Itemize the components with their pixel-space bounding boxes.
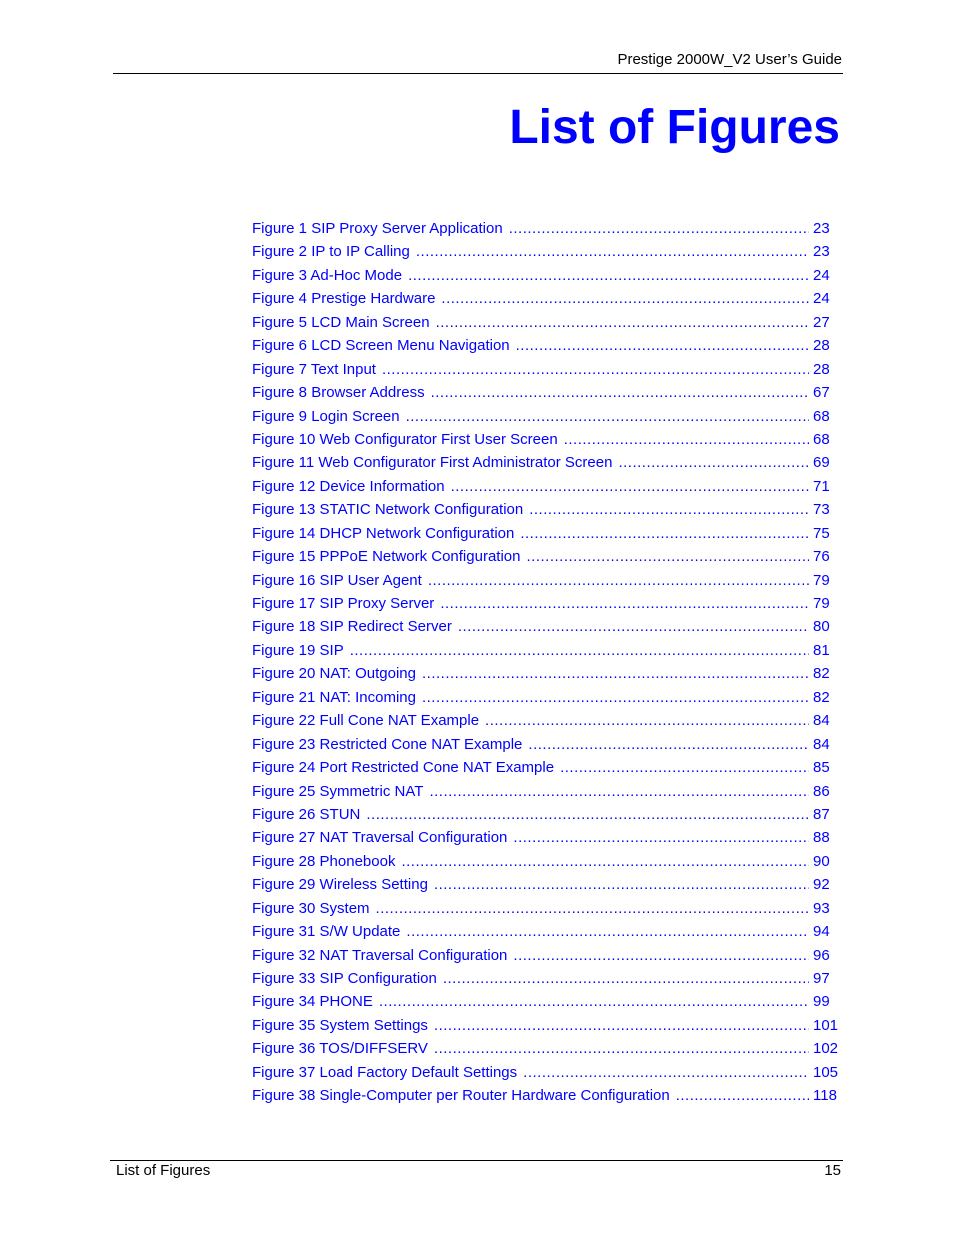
toc-entry-label: Figure 1 SIP Proxy Server Application	[252, 220, 503, 237]
toc-entry-link[interactable]	[252, 569, 842, 592]
toc-entry-link[interactable]	[252, 545, 842, 568]
toc-entry-label: Figure 31 S/W Update	[252, 923, 401, 941]
toc-entry-link[interactable]	[252, 217, 842, 240]
toc-entry-label: Figure 34 PHONE	[252, 993, 373, 1011]
toc-entry-page-number: 73	[813, 501, 830, 519]
toc-entry-page-number: 101	[813, 1016, 839, 1034]
toc-dot-leader	[429, 780, 809, 803]
toc-entry-link[interactable]	[252, 944, 842, 967]
toc-entry-link[interactable]	[252, 451, 842, 474]
toc-dot-leader	[523, 1061, 809, 1084]
toc-dot-leader	[509, 217, 809, 240]
toc-entry-label: Figure 14 DHCP Network Configuration	[252, 524, 515, 542]
toc-entry-page-number: 92	[813, 876, 830, 894]
toc-dot-leader	[516, 334, 809, 357]
toc-entry-page-number: 24	[813, 290, 830, 308]
toc-dot-leader	[564, 428, 809, 451]
toc-entry-label: Figure 29 Wireless Setting	[252, 876, 428, 894]
toc-entry-link[interactable]	[252, 311, 842, 334]
toc-entry-page-number: 82	[813, 665, 830, 683]
toc-entry-page-number: 68	[813, 430, 830, 448]
toc-entry-page-number: 79	[813, 571, 830, 589]
toc-entry-label: Figure 21 NAT: Incoming	[252, 688, 416, 706]
toc-dot-leader	[436, 311, 809, 334]
toc-entry-label: Figure 7 Text Input	[252, 360, 376, 378]
toc-entry-page-number: 86	[813, 782, 830, 800]
toc-entry-link[interactable]	[252, 1084, 842, 1107]
toc-entry-link[interactable]	[252, 1014, 842, 1037]
toc-entry-label: Figure 38 Single-Computer per Router Hardware Configuration	[252, 1087, 670, 1105]
toc-entry-label: Figure 10 Web Configurator First User Screen	[252, 430, 558, 448]
toc-dot-leader	[350, 639, 809, 662]
list-of-figures	[252, 217, 842, 1108]
toc-entry-label: Figure 4 Prestige Hardware	[252, 290, 436, 308]
toc-entry-label: Figure 17 SIP Proxy Server	[252, 595, 435, 612]
toc-dot-leader	[513, 944, 809, 967]
header-divider	[113, 73, 843, 74]
toc-dot-leader	[526, 545, 809, 568]
toc-entry-link[interactable]	[252, 475, 842, 498]
toc-entry-link[interactable]	[252, 897, 842, 920]
toc-entry-link[interactable]	[252, 615, 842, 638]
toc-dot-leader	[443, 967, 809, 990]
toc-entry-link[interactable]	[252, 498, 842, 521]
toc-entry-link[interactable]	[252, 850, 842, 873]
toc-entry-page-number: 94	[813, 923, 830, 941]
toc-entry-label: Figure 16 SIP User Agent	[252, 571, 422, 589]
toc-entry-link[interactable]	[252, 240, 842, 263]
toc-dot-leader	[408, 264, 809, 287]
toc-dot-leader	[528, 733, 809, 756]
toc-entry-page-number: 102	[813, 1040, 839, 1058]
toc-entry-page-number: 96	[813, 946, 830, 964]
toc-entry-label: Figure 12 Device Information	[252, 477, 445, 495]
toc-dot-leader	[485, 709, 809, 732]
toc-dot-leader	[676, 1084, 809, 1107]
toc-entry-label: Figure 24 Port Restricted Cone NAT Example	[252, 759, 555, 777]
toc-dot-leader	[434, 873, 809, 896]
toc-entry-page-number: 84	[813, 712, 830, 730]
toc-entry-page-number: 99	[813, 993, 830, 1011]
toc-entry-label: Figure 30 System	[252, 899, 370, 917]
toc-dot-leader	[406, 405, 809, 428]
toc-entry-link[interactable]	[252, 639, 842, 662]
toc-entry-page-number: 97	[813, 970, 830, 987]
toc-entry-page-number: 118	[813, 1087, 837, 1105]
toc-entry-label: Figure 35 System Settings	[252, 1016, 428, 1034]
toc-entry-label: Figure 32 NAT Traversal Configuration	[252, 946, 508, 964]
toc-dot-leader	[431, 381, 809, 404]
toc-entry-label: Figure 18 SIP Redirect Server	[252, 618, 452, 636]
toc-entry-label: Figure 6 LCD Screen Menu Navigation	[252, 337, 510, 355]
toc-entry-link[interactable]	[252, 1037, 842, 1060]
toc-entry-page-number: 68	[813, 407, 830, 425]
toc-entry-page-number: 76	[813, 548, 830, 566]
toc-dot-leader	[416, 240, 809, 263]
toc-entry-page-number: 90	[813, 852, 830, 870]
toc-entry-link[interactable]	[252, 381, 842, 404]
toc-entry-link[interactable]	[252, 358, 842, 381]
toc-dot-leader	[422, 662, 809, 685]
toc-dot-leader	[382, 358, 809, 381]
toc-entry-label: Figure 36 TOS/DIFFSERV	[252, 1040, 428, 1058]
toc-entry-page-number: 27	[813, 313, 830, 331]
toc-entry-link[interactable]	[252, 1061, 842, 1084]
toc-dot-leader	[422, 686, 809, 709]
toc-entry-label: Figure 23 Restricted Cone NAT Example	[252, 735, 523, 753]
toc-dot-leader	[406, 920, 809, 943]
toc-entry-page-number: 23	[813, 220, 830, 237]
toc-entry-label: Figure 9 Login Screen	[252, 407, 400, 425]
toc-dot-leader	[451, 475, 809, 498]
toc-dot-leader	[441, 287, 809, 310]
toc-dot-leader	[520, 522, 809, 545]
toc-entry-label: Figure 26 STUN	[252, 805, 361, 823]
toc-entry-link[interactable]	[252, 264, 842, 287]
toc-entry-page-number: 84	[813, 735, 830, 753]
toc-entry-label: Figure 28 Phonebook	[252, 852, 396, 870]
toc-entry-link[interactable]	[252, 967, 842, 990]
toc-entry-label: Figure 13 STATIC Network Configuration	[252, 501, 524, 519]
toc-entry-link[interactable]	[252, 662, 842, 685]
toc-dot-leader	[560, 756, 809, 779]
toc-entry-link[interactable]	[252, 405, 842, 428]
toc-entry-label: Figure 27 NAT Traversal Configuration	[252, 829, 508, 847]
toc-entry-link[interactable]	[252, 334, 842, 357]
toc-entry-link[interactable]	[252, 709, 842, 732]
toc-dot-leader	[376, 897, 809, 920]
toc-entry-page-number: 87	[813, 805, 830, 823]
toc-entry-page-number: 23	[813, 243, 830, 261]
footer-divider	[110, 1160, 843, 1161]
toc-entry-label: Figure 22 Full Cone NAT Example	[252, 712, 480, 730]
toc-entry-link[interactable]	[252, 686, 842, 709]
toc-dot-leader	[434, 1037, 809, 1060]
toc-entry-page-number: 75	[813, 524, 830, 542]
footer-page-number: 15	[824, 1162, 841, 1179]
toc-entry-link[interactable]	[252, 780, 842, 803]
toc-entry-link[interactable]	[252, 522, 842, 545]
toc-entry-page-number: 28	[813, 337, 830, 355]
toc-entry-link[interactable]	[252, 756, 842, 779]
toc-entry-page-number: 71	[813, 477, 830, 495]
toc-dot-leader	[366, 803, 809, 826]
toc-dot-leader	[618, 451, 809, 474]
toc-entry-page-number: 85	[813, 759, 830, 777]
toc-entry-page-number: 93	[813, 899, 830, 917]
toc-entry-label: Figure 5 LCD Main Screen	[252, 313, 430, 331]
toc-entry-link[interactable]	[252, 733, 842, 756]
toc-entry-label: Figure 11 Web Configurator First Administrator Screen	[252, 454, 613, 472]
toc-entry-label: Figure 19 SIP	[252, 641, 344, 659]
toc-dot-leader	[401, 850, 809, 873]
toc-dot-leader	[458, 615, 809, 638]
toc-entry-label: Figure 33 SIP Configuration	[252, 970, 437, 987]
toc-entry-label: Figure 3 Ad-Hoc Mode	[252, 266, 403, 284]
toc-dot-leader	[529, 498, 809, 521]
toc-entry-label: Figure 15 PPPoE Network Configuration	[252, 548, 521, 566]
toc-entry-link[interactable]	[252, 803, 842, 826]
toc-dot-leader	[434, 1014, 809, 1037]
toc-entry-page-number: 67	[813, 384, 830, 402]
toc-dot-leader	[428, 569, 809, 592]
page-title: List of Figures	[509, 101, 840, 154]
toc-entry-link[interactable]	[252, 826, 842, 849]
toc-entry-page-number: 79	[813, 595, 830, 612]
toc-entry-link[interactable]	[252, 990, 842, 1013]
toc-entry-page-number: 80	[813, 618, 830, 636]
toc-dot-leader	[513, 826, 809, 849]
toc-dot-leader	[440, 592, 809, 615]
toc-entry-page-number: 24	[813, 266, 830, 284]
toc-entry-page-number: 81	[813, 641, 830, 659]
toc-entry-link[interactable]	[252, 428, 842, 451]
toc-entry-link[interactable]	[252, 592, 842, 615]
toc-entry-page-number: 88	[813, 829, 830, 847]
toc-entry-label: Figure 20 NAT: Outgoing	[252, 665, 416, 683]
toc-entry-page-number: 69	[813, 454, 830, 472]
footer-section-name: List of Figures	[116, 1162, 211, 1179]
toc-entry-label: Figure 25 Symmetric NAT	[252, 782, 424, 800]
toc-entry-page-number: 82	[813, 688, 830, 706]
toc-entry-page-number: 105	[813, 1063, 839, 1081]
toc-entry-link[interactable]	[252, 873, 842, 896]
toc-entry-link[interactable]	[252, 920, 842, 943]
toc-entry-page-number: 28	[813, 360, 830, 378]
toc-entry-label: Figure 8 Browser Address	[252, 384, 425, 402]
toc-dot-leader	[379, 990, 809, 1013]
toc-entry-label: Figure 37 Load Factory Default Settings	[252, 1063, 518, 1081]
toc-entry-label: Figure 2 IP to IP Calling	[252, 243, 410, 261]
running-header-title: Prestige 2000W_V2 User’s Guide	[617, 51, 842, 68]
toc-entry-link[interactable]	[252, 287, 842, 310]
